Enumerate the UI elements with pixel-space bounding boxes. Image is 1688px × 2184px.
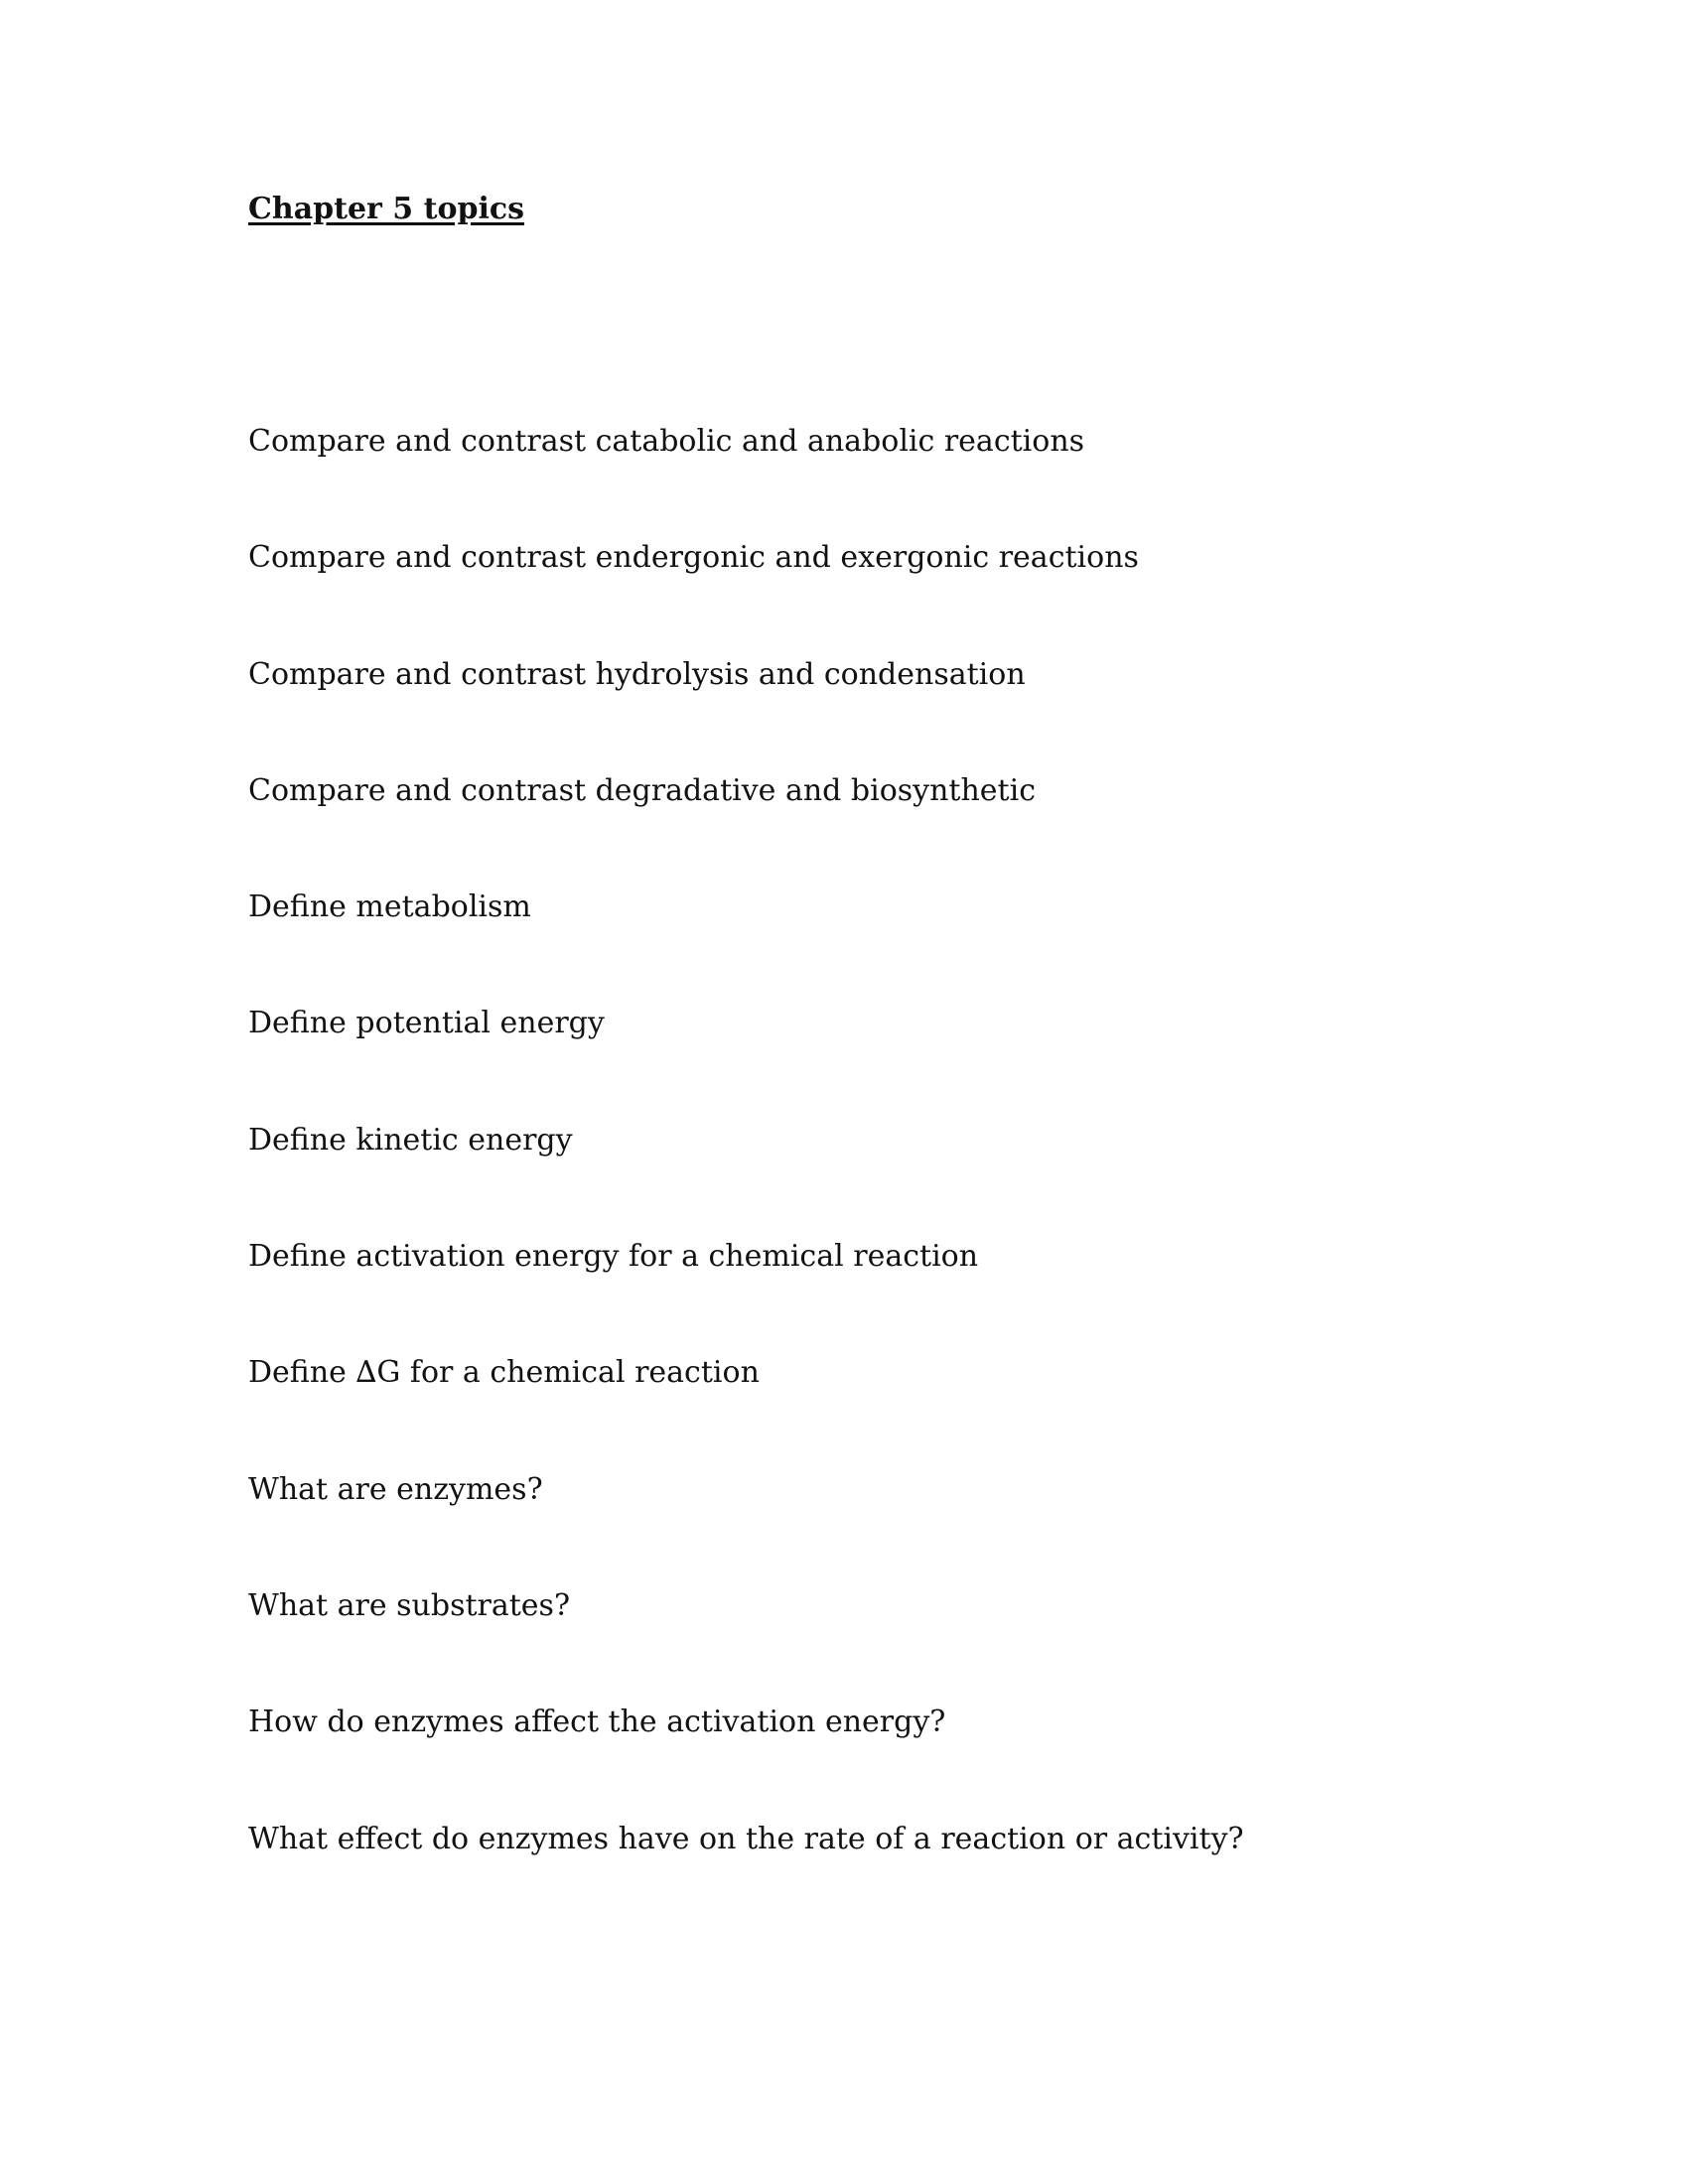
topic-item: Compare and contrast hydrolysis and condensation: [248, 656, 1026, 692]
topic-item: Define potential energy: [248, 1006, 605, 1041]
topic-item: How do enzymes affect the activation energy?: [248, 1705, 946, 1740]
page-title: Chapter 5 topics: [248, 192, 525, 226]
topic-list: [248, 424, 1244, 1941]
topic-item: Compare and contrast degradative and biosynthetic: [248, 772, 1037, 808]
topic-item: Compare and contrast endergonic and exergonic reactions: [248, 540, 1139, 576]
topic-item: Define ∆G for a chemical reaction: [248, 1355, 760, 1391]
topic-item: What are substrates?: [248, 1587, 571, 1623]
topic-item: What effect do enzymes have on the rate of a reaction or activity?: [248, 1821, 1244, 1856]
topic-item: Define kinetic energy: [248, 1122, 573, 1158]
topic-item: What are enzymes?: [248, 1471, 543, 1507]
topic-item: Define metabolism: [248, 889, 531, 925]
topic-item: Define activation energy for a chemical reaction: [248, 1239, 979, 1275]
topic-item: Compare and contrast catabolic and anabolic reactions: [248, 424, 1085, 459]
